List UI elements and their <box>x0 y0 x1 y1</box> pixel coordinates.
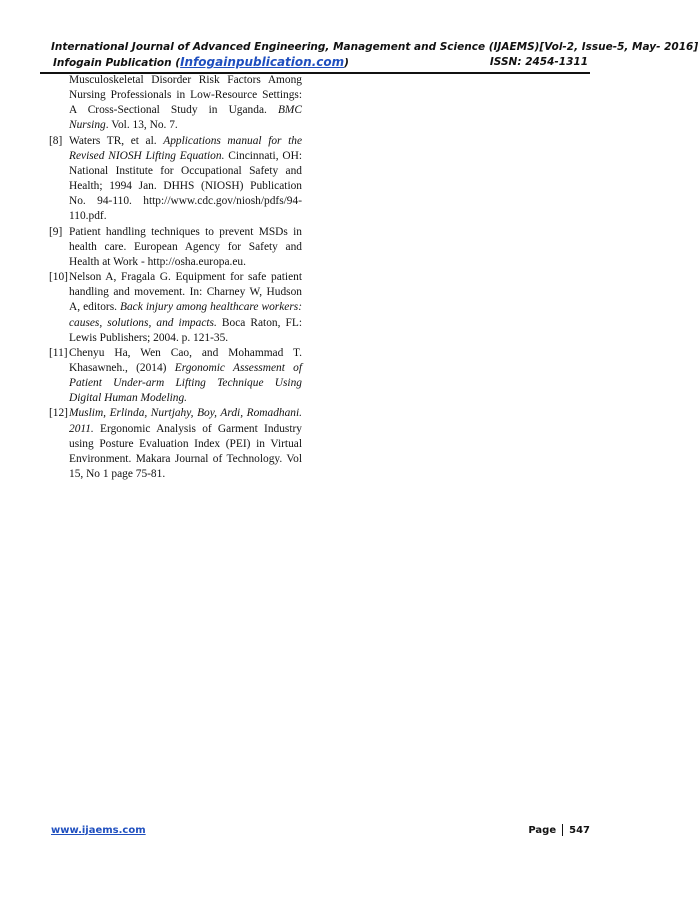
reference-text <box>69 406 302 482</box>
reference-text <box>69 134 302 225</box>
reference-item <box>49 406 302 482</box>
reference-segment: Musculoskeletal Disorder Risk Factors Among Nursing Professionals in Low-Resource Settings: A Cross-Sectional Study in Uganda. <box>69 74 302 117</box>
reference-text <box>69 346 302 407</box>
running-header <box>51 40 698 71</box>
reference-italic-segment: Back injury among healthcare workers: causes, solutions, and impacts. <box>69 301 302 329</box>
reference-italic-segment: Ergonomic Assessment of Patient Under-arm Lifting Technique Using Digital Human Modeling. <box>69 361 302 405</box>
reference-segment: . Vol. 13, No. 7. <box>105 119 178 132</box>
reference-segment: Ergonomic Analysis of Garment Industry using Posture Evaluation Index (PEI) in Virtual Environment. Makara Journal of Technology. Vol 15, No 1 page 75-81. <box>69 422 302 481</box>
reference-number: [9] <box>49 225 63 238</box>
reference-item <box>49 346 302 407</box>
journal-website-link[interactable]: www.ijaems.com <box>51 824 146 836</box>
header-row-journal <box>51 40 698 55</box>
reference-number <box>49 73 69 134</box>
reference-number: [12] <box>49 407 68 420</box>
page-label: Page <box>528 824 557 836</box>
publisher-link[interactable]: Infogainpublication.com <box>180 55 345 69</box>
reference-segment: Chenyu Ha, Wen Cao, and Mohammad T. Khasawneh., (2014) <box>69 346 302 374</box>
reference-text <box>69 270 302 346</box>
reference-item <box>49 225 302 270</box>
issn: ISSN: 2454-1311 <box>489 56 588 68</box>
reference-segment: Cincinnati, OH: National Institute for Occupational Safety and Health; 1994 Jan. DHHS (NIOSH) Publication No. 94-110. http://www.cdc.gov/niosh/pdfs/94-110.pdf. <box>69 149 302 223</box>
reference-item <box>49 73 302 134</box>
reference-number: [10] <box>49 271 68 284</box>
reference-item <box>49 134 302 225</box>
reference-list <box>49 73 302 482</box>
publisher <box>53 55 349 71</box>
reference-number: [8] <box>49 134 63 147</box>
reference-italic-segment: BMC Nursing <box>69 104 302 132</box>
page-separator <box>562 824 563 836</box>
reference-segment: Boca Raton, FL: Lewis Publishers; 2004. p. 121-35. <box>69 316 302 344</box>
page-number-block <box>528 824 590 836</box>
reference-segment: Waters TR, et al. <box>69 134 164 147</box>
reference-text <box>69 73 302 134</box>
page-number: 547 <box>569 824 590 836</box>
header-row-publisher <box>51 55 588 71</box>
journal-title: International Journal of Advanced Engineering, Management and Science (IJAEMS) <box>51 41 540 53</box>
reference-text <box>69 225 302 270</box>
reference-italic-segment: Muslim, Erlinda, Nurtjahy, Boy, Ardi, Romadhani. 2011. <box>69 407 302 435</box>
reference-italic-segment: Applications manual for the Revised NIOSH Lifting Equation. <box>69 134 302 162</box>
publisher-prefix: Infogain Publication ( <box>53 57 181 69</box>
reference-segment: Patient handling techniques to prevent MSDs in health care. European Agency for Safety and Health at Work - http://osha.europa.eu. <box>69 225 302 268</box>
publisher-suffix: ) <box>344 57 349 69</box>
reference-number: [11] <box>49 346 68 359</box>
reference-segment: Nelson A, Fragala G. Equipment for safe patient handling and movement. In: Charney W, Hudson A, editors. <box>69 271 302 314</box>
volume-issue: [Vol-2, Issue-5, May- 2016] <box>539 41 698 53</box>
reference-item <box>49 270 302 346</box>
page-footer <box>51 824 590 836</box>
